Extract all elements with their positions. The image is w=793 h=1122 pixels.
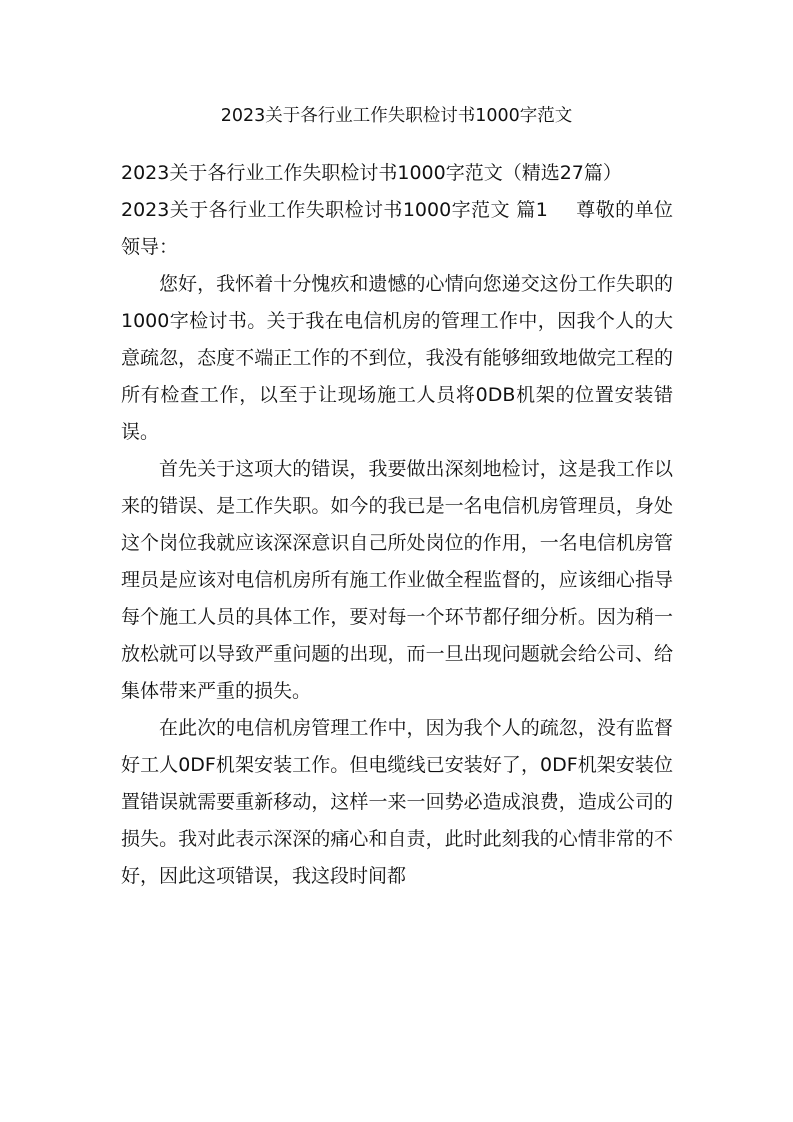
salutation: 尊敬的单位领导： (121, 199, 673, 258)
document-body (121, 155, 673, 895)
paragraph-3: 在此次的电信机房管理工作中，因为我个人的疏忽，没有监督好工人0DF机架安装工作。但电缆线已安装好了，0DF机架安装位置错误就需要重新移动，这样一来一回势必造成浪费，造成公司的损失。我对此表示深深的痛心和自责，此时此刻我的心情非常的不好，因此这项错误，我这段时间都 (121, 717, 673, 887)
section-heading-line (121, 192, 673, 266)
paragraph-1: 您好，我怀着十分愧疚和遗憾的心情向您递交这份工作失职的1000字检讨书。关于我在电信机房的管理工作中，因我个人的大意疏忽，态度不端正工作的不到位，我没有能够细致地做完工程的所有检查工作，以至于让现场施工人员将0DB机架的位置安装错误。 (121, 273, 673, 443)
section-heading: 2023关于各行业工作失职检讨书1000字范文 篇1 (121, 199, 548, 221)
document-title: 2023关于各行业工作失职检讨书1000字范文 (220, 106, 573, 126)
paragraph-2: 首先关于这项大的错误，我要做出深刻地检讨，这是我工作以来的错误、是工作失职。如今的我已是一名电信机房管理员，身处这个岗位我就应该深深意识自己所处岗位的作用，一名电信机房管理员是应该对电信机房所有施工作业做全程监督的，应该细心指导每个施工人员的具体工作，要对每一个环节都仔细分析。因为稍一放松就可以导致严重问题的出现，而一旦出现问题就会给公司、给集体带来严重的损失。 (121, 458, 673, 702)
document-subtitle: 2023关于各行业工作失职检讨书1000字范文（精选27篇） (121, 162, 622, 184)
